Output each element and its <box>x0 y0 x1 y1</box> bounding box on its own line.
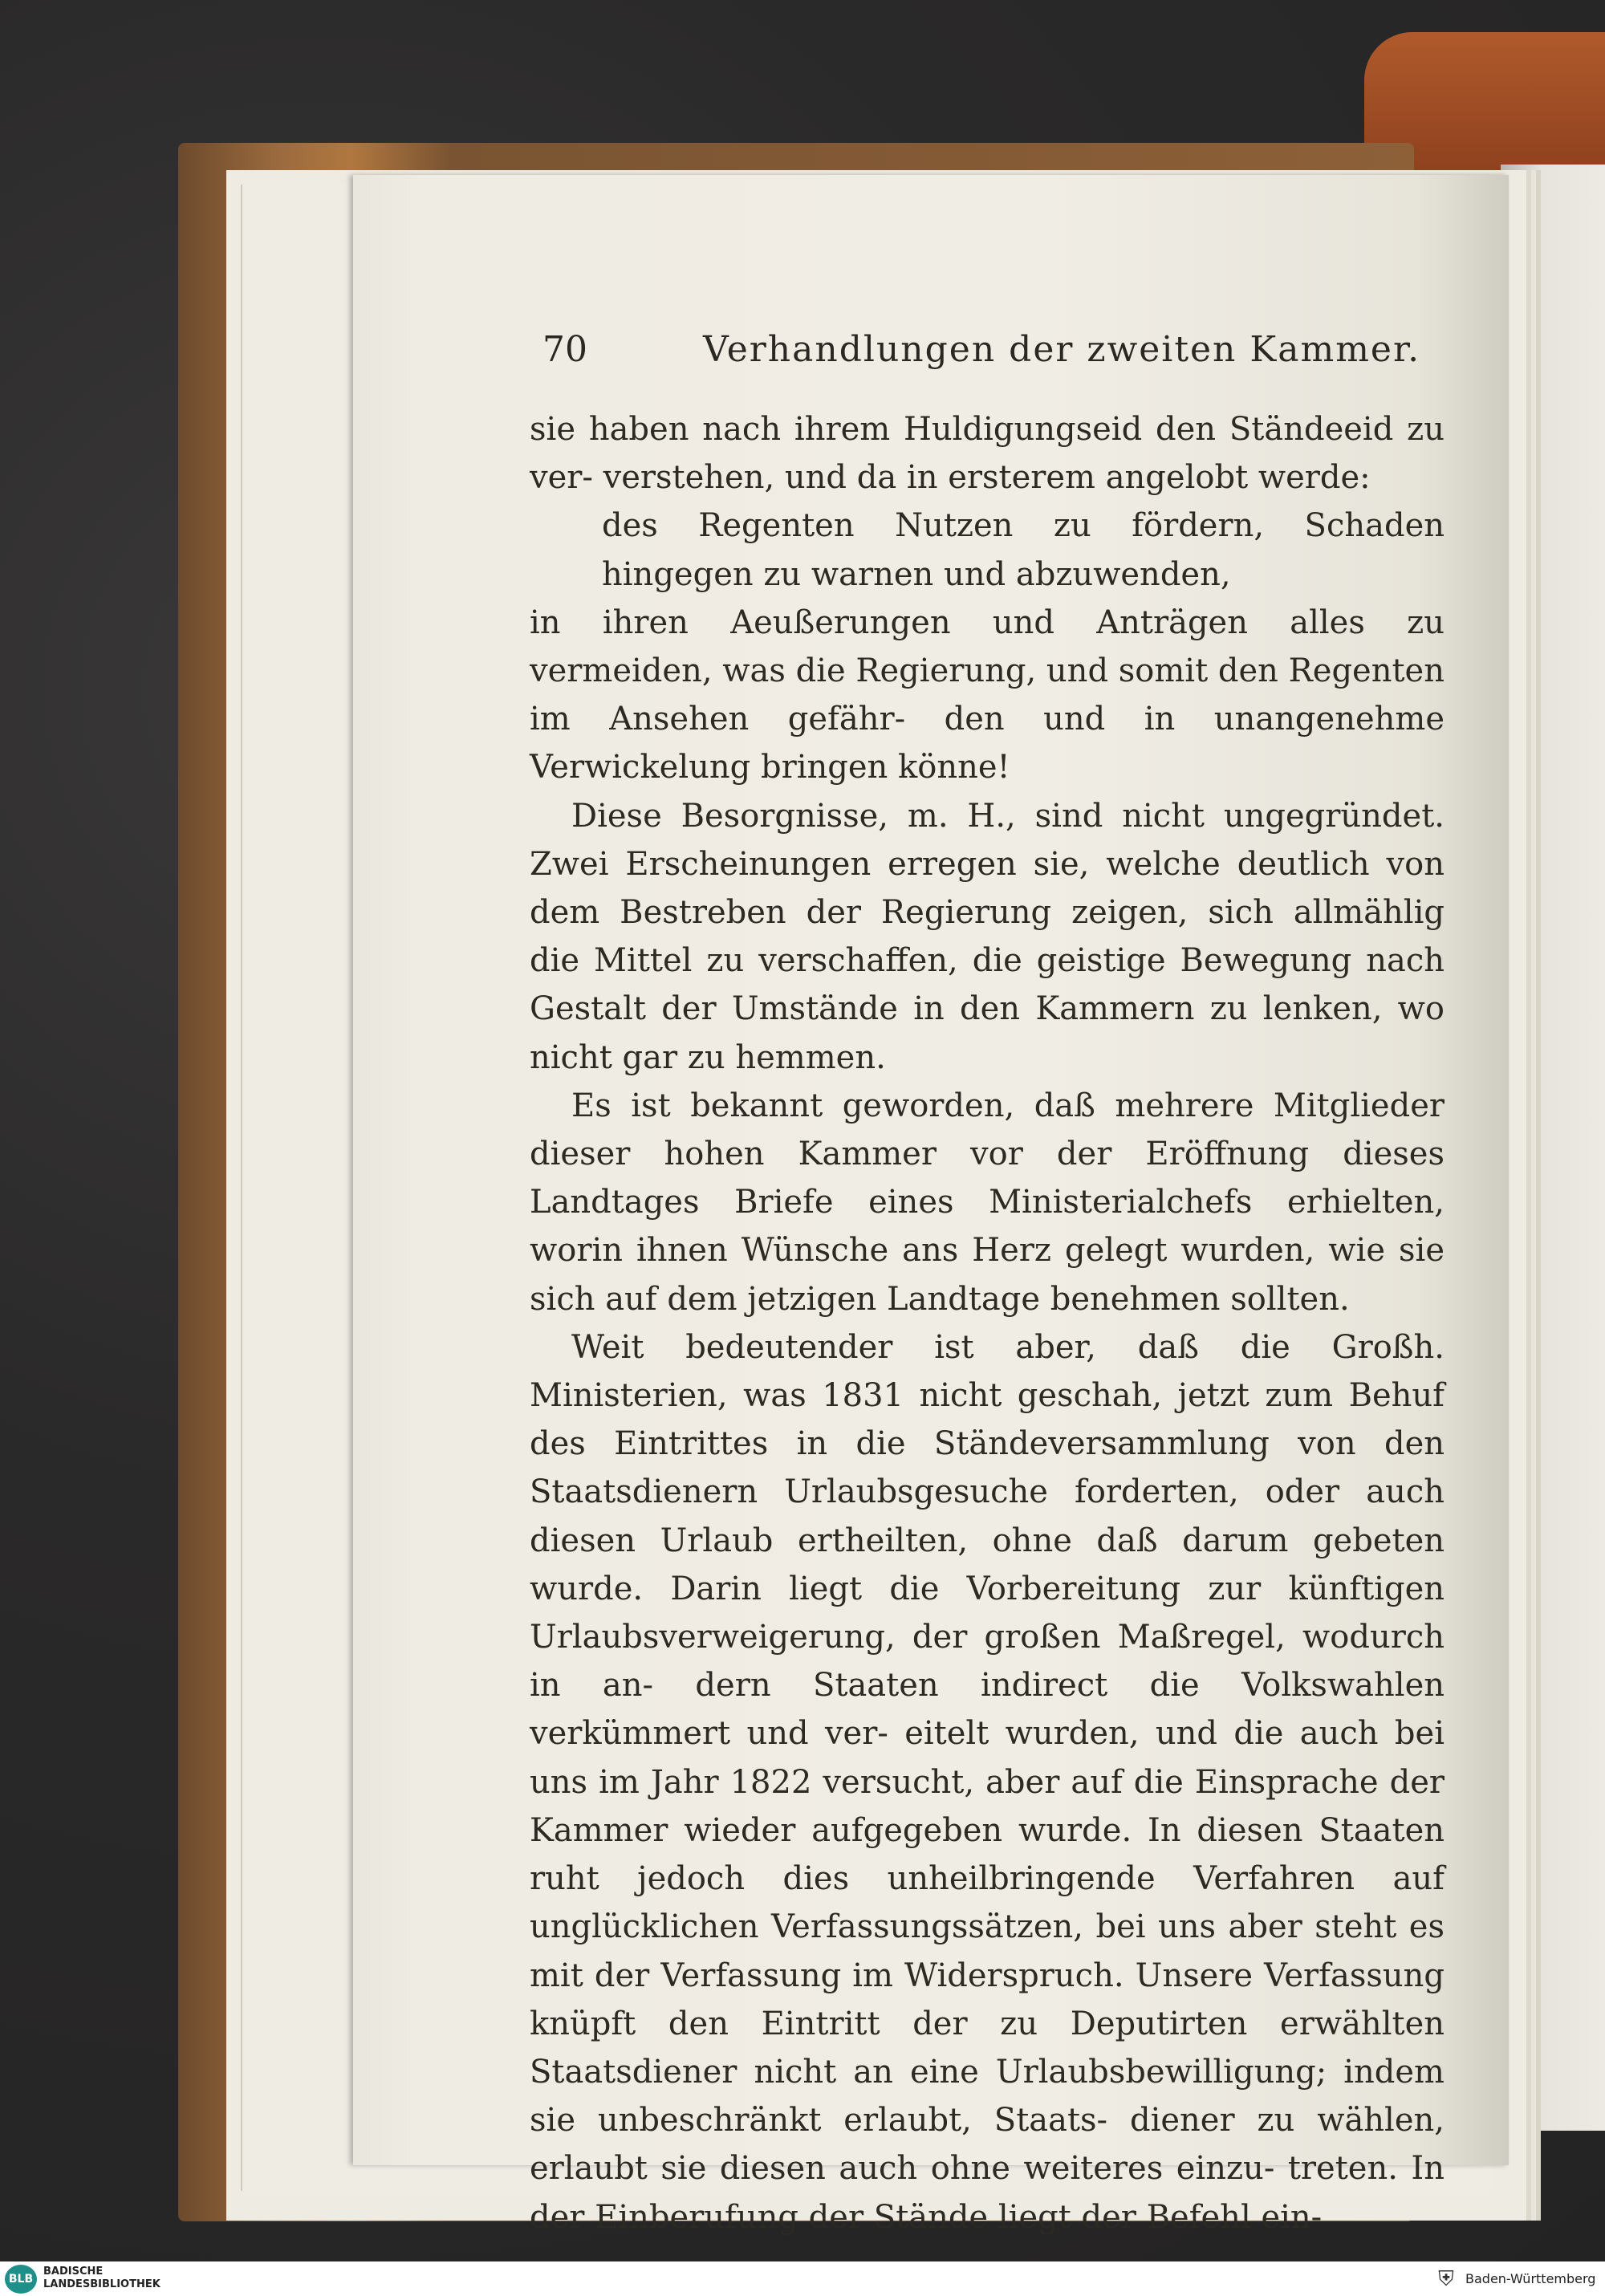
state-label: Baden-Württemberg <box>1465 2271 1596 2286</box>
running-head: Verhandlungen der zweiten Kammer. <box>703 329 1421 370</box>
paragraph: sie haben nach ihrem Huldigungseid den Ständeeid zu ver- verstehen, und da in ersterem angelobt werde: <box>530 411 1444 497</box>
page-header <box>542 329 1441 377</box>
page-number: 70 <box>542 329 587 370</box>
library-name <box>43 2266 160 2291</box>
paragraph: Diese Besorgnisse, m. H., sind nicht ungegründet. Zwei Erscheinungen erregen sie, welche deutlich von dem Bestreben der Regierung zeigen, sich allmählig die Mittel zu verschaffen, die geistige Bewegung nach Gestalt der Umstände in den Kammern zu lenken, wo nicht gar zu hemmen. <box>530 797 1444 1076</box>
library-name-line2: LANDESBIBLIOTHEK <box>43 2278 160 2290</box>
footer-bar <box>0 2261 1605 2296</box>
paragraph: Weit bedeutender ist aber, daß die Großh. Ministerien, was 1831 nicht geschah, jetzt zum Behuf des Eintrittes in die Ständeversammlung von den Staatsdienern Urlaubsgesuche forderten, oder auch diesen Urlaub ertheilten, ohne daß darum gebeten wurde. Darin liegt die Vorbereitung zur künftigen Urlaubsverweigerung, der großen Maßregel, wodurch in an- dern Staaten indirect die Volkswahlen verkümmert und ver- eitelt wurden, und die auch bei uns im Jahr 1822 versucht, aber auf die Einsprache der Kammer wieder aufgegeben wurde. In diesen Staaten ruht jedoch dies unheilbringende Verfahren auf unglücklichen Verfassungssätzen, bei uns aber steht es mit der Verfassung im Widerspruch. Unsere Verfassung knüpft den Eintritt der zu Deputirten erwählten Staatsdiener nicht an eine Urlaubsbewilligung; indem sie unbeschränkt erlaubt, Staats- diener zu wählen, erlaubt sie diesen auch ohne weiteres einzu- treten. In der Einberufung der Stände liegt der Befehl ein- <box>530 1328 1444 2236</box>
quotation: des Regenten Nutzen zu fördern, Schaden hingegen zu warnen und abzuwenden, <box>602 507 1444 593</box>
paragraph: in ihren Aeußerungen und Anträgen alles zu vermeiden, was die Regierung, und somit den Regenten im Ansehen gefähr- den und in unangenehme Verwickelung bringen könne! <box>530 603 1444 786</box>
library-name-line1: BADISCHE <box>43 2266 104 2278</box>
paragraph: Es ist bekannt geworden, daß mehrere Mitglieder dieser hohen Kammer vor der Eröffnung dieses Landtages Briefe eines Ministerialchefs erhielten, worin ihnen Wünsche ans Herz gelegt wurden, wie sie sich auf dem jetzigen Landtage benehmen sollten. <box>530 1087 1444 1318</box>
page-body <box>530 405 1444 2241</box>
blb-logo: BLB <box>5 2265 37 2294</box>
coat-of-arms-icon: ⛨ <box>1438 2267 1454 2291</box>
